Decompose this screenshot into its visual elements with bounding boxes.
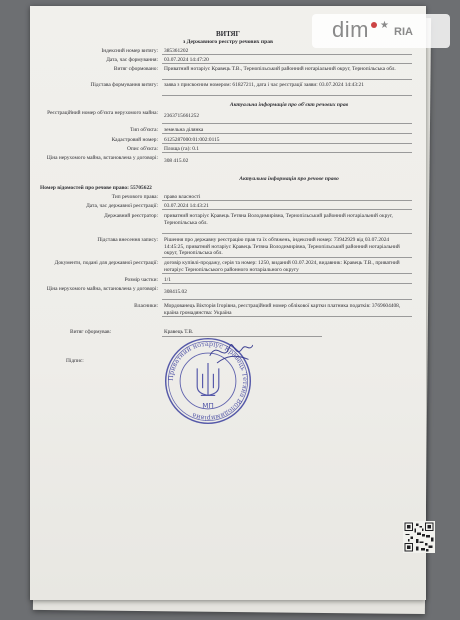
row-value: 03.07.2024 14:47:20: [164, 57, 209, 63]
row-value: договір купівлі-продажу, серія та номер: 1250, виданий 03.07.2024, видавник: Кравець Т.В., приватний нотаріус Тернопільського районного нотаріального округу: [164, 260, 400, 273]
row-value: 2363715661252: [164, 113, 200, 119]
stamp-ring-text: Приватний нотаріус Кравець Тетяна Володимирівна: [166, 339, 250, 423]
row-value: право власності: [164, 194, 201, 200]
record-number-label: Номер відомостей про речове право: 55705622: [40, 185, 152, 191]
row-label: Державний реєстратор:: [104, 213, 158, 219]
divider: [162, 200, 412, 201]
watermark-brand-suffix: RIA: [394, 26, 413, 38]
row-value: земельна ділянка: [164, 127, 204, 133]
formed-by-label: Витяг сформував:: [70, 329, 112, 335]
row-label: Витяг сформовано:: [113, 66, 158, 72]
divider: [162, 95, 412, 96]
row-value: 308415.02: [164, 289, 187, 295]
divider: [162, 152, 412, 153]
divider: [162, 133, 412, 134]
row-value: 1/1: [164, 277, 171, 283]
row-label: Розмір частки:: [124, 277, 158, 283]
row-value: Рішення про державну реєстрацію прав та їх обтяжень, індексний номер: 73942929 від 03.07.2024 14:45:25, приватний нотаріус Кравець Тетяна Володимирівна, Тернопільський районний нотаріальний округ, Тернопільська обл.: [164, 237, 400, 257]
row-value: 6125287000:01:002:0115: [164, 137, 220, 143]
row-label: Документи, подані для державної реєстрації:: [54, 260, 158, 266]
divider: [162, 299, 412, 300]
divider: [162, 209, 412, 210]
row-label: Дата, час формування:: [106, 57, 158, 63]
divider: [162, 54, 412, 55]
row-value: 385361202: [164, 48, 189, 54]
row-label: Ціна нерухомого майна, встановлена у договорі:: [46, 286, 158, 292]
qr-code: [403, 521, 435, 553]
stamp-center-text: МП: [202, 401, 214, 410]
row-label: Тип об'єкта:: [130, 127, 158, 133]
row-label: Підстава формування витягу:: [90, 82, 158, 88]
row-value: заява з присвоєним номером: 61827211, дата і час реєстрації заяви: 03.07.2024 14:43:21: [164, 82, 364, 88]
document-subtitle: з Державного реєстру речових прав: [182, 39, 274, 45]
row-label: Опис об'єкта:: [127, 146, 158, 152]
notary-stamp: [163, 336, 253, 426]
watermark-brand: dim: [332, 17, 369, 42]
dim-ria-watermark: [312, 14, 450, 48]
divider: [162, 233, 412, 234]
divider: [162, 63, 412, 64]
divider: [162, 283, 412, 284]
row-value: Приватний нотаріус Кравець Т.В., Тернопільський районний нотаріальний округ, Тернопільська обл.: [164, 66, 396, 72]
row-label: Ціна нерухомого майна, встановлена у договорі:: [46, 155, 158, 161]
row-label: Тип речового права:: [111, 194, 158, 200]
formed-by-value: Кравець Т.В.: [164, 329, 194, 335]
divider: [162, 143, 412, 144]
divider: [162, 79, 412, 80]
trident-icon: [197, 363, 219, 395]
row-value: приватний нотаріус Кравець Тетяна Володимирівна, Тернопільський районний нотаріальний округ, Тернопільська обл.: [164, 213, 393, 226]
document-page: [30, 6, 426, 600]
document-content: [30, 6, 426, 600]
row-value: 03.07.2024 14:43:21: [164, 203, 209, 209]
row-label: Дата, час державної реєстрації:: [86, 203, 158, 209]
row-label: Підстава внесення запису:: [97, 237, 158, 243]
row-label: Власники:: [134, 303, 158, 309]
row-value: Площа (га): 0.1: [164, 146, 199, 152]
star-icon: ★: [380, 20, 389, 31]
divider: [162, 316, 412, 317]
divider: [162, 123, 412, 124]
row-label: Реєстраційний номер об'єкта нерухомого майна:: [47, 110, 158, 116]
signature-label: Підпис:: [66, 358, 84, 364]
document-title: ВИТЯГ: [215, 30, 241, 38]
divider: [162, 257, 412, 258]
divider: [162, 273, 412, 274]
section-heading-object: Актуальна інформація про об'єкт речових прав: [229, 102, 349, 108]
row-value: Мордованець Вікторія Ігорівна, реєстраційний номер облікової картки платника податків: 3769604408, країна громадянства: Україна: [164, 303, 401, 316]
watermark-dot-icon: [371, 22, 377, 28]
row-label: Індексний номер витягу:: [101, 48, 158, 54]
row-label: Кадастровий номер:: [111, 137, 158, 143]
row-value: 308 415.02: [164, 158, 189, 164]
section-heading-right: Актуальна інформація про речове право: [239, 176, 339, 182]
